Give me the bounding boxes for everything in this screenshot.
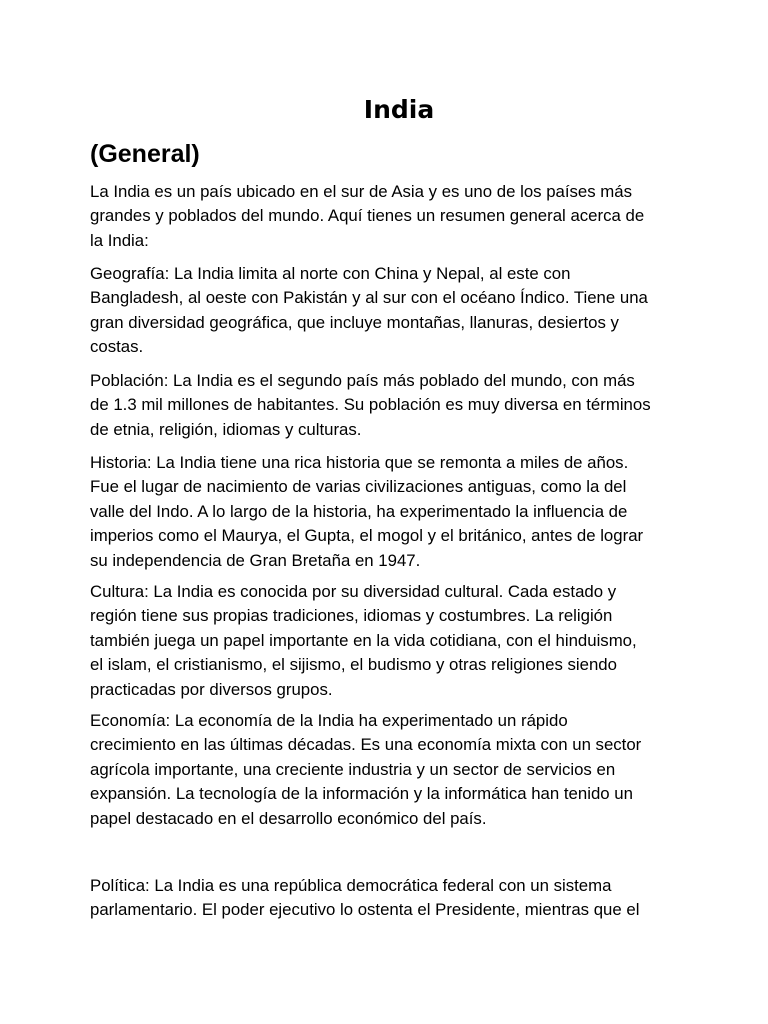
text-line: Población: La India es el segundo país más poblado del mundo, con más — [90, 371, 635, 390]
text-line: Economía: La economía de la India ha experimentado un rápido — [90, 711, 568, 730]
text-line: grandes y poblados del mundo. Aquí tienes un resumen general acerca de — [90, 206, 645, 226]
text-line: La India es un país ubicado en el sur de Asia y es uno de los países más — [90, 182, 633, 201]
paragraph-geografia — [90, 262, 690, 360]
text-line: gran diversidad geográfica, que incluye montañas, llanuras, desiertos y — [90, 312, 619, 332]
text-line: papel destacado en el desarrollo económico del país. — [90, 808, 487, 828]
paragraph-historia — [90, 451, 690, 573]
paragraph-politica — [90, 874, 690, 923]
paragraph-intro — [90, 180, 690, 253]
text-line: agrícola importante, una creciente industria y un sector de servicios en — [90, 759, 616, 779]
page-title: India — [363, 95, 435, 124]
text-line: el islam, el cristianismo, el sijismo, el budismo y otras religiones siendo — [90, 655, 617, 675]
text-line: de 1.3 mil millones de habitantes. Su población es muy diversa en términos — [90, 395, 651, 415]
text-line: Geografía: La India limita al norte con China y Nepal, al este con — [90, 264, 571, 283]
text-line: costas. — [90, 337, 144, 357]
text-line: su independencia de Gran Bretaña en 1947. — [90, 550, 421, 570]
paragraph-economia — [90, 709, 690, 831]
paragraph-cultura — [90, 580, 690, 702]
text-line: Fue el lugar de nacimiento de varias civilizaciones antiguas, como la del — [90, 477, 627, 497]
text-line: parlamentario. El poder ejecutivo lo ostenta el Presidente, mientras que el — [90, 900, 640, 920]
text-line: Bangladesh, al oeste con Pakistán y al sur con el océano Índico. Tiene una — [90, 288, 648, 308]
text-line: imperios como el Maurya, el Gupta, el mogol y el británico, antes de lograr — [90, 526, 644, 546]
text-line: crecimiento en las últimas décadas. Es una economía mixta con un sector — [90, 735, 642, 755]
text-line: Política: La India es una república democrática federal con un sistema — [90, 876, 612, 895]
text-line: expansión. La tecnología de la información y la informática han tenido un — [90, 784, 633, 804]
section-heading: (General) — [90, 140, 200, 168]
paragraph-poblacion — [90, 369, 690, 442]
text-line: valle del Indo. A lo largo de la historia, ha experimentado la influencia de — [90, 501, 628, 521]
text-line: región tiene sus propias tradiciones, idiomas y costumbres. La religión — [90, 606, 613, 626]
text-line: también juega un papel importante en la vida cotidiana, con el hinduismo, — [90, 630, 637, 650]
text-line: de etnia, religión, idiomas y culturas. — [90, 419, 362, 439]
text-line: practicadas por diversos grupos. — [90, 679, 333, 699]
text-line: la India: — [90, 230, 149, 250]
text-line: Cultura: La India es conocida por su diversidad cultural. Cada estado y — [90, 582, 617, 601]
text-line: Historia: La India tiene una rica historia que se remonta a miles de años. — [90, 453, 629, 472]
